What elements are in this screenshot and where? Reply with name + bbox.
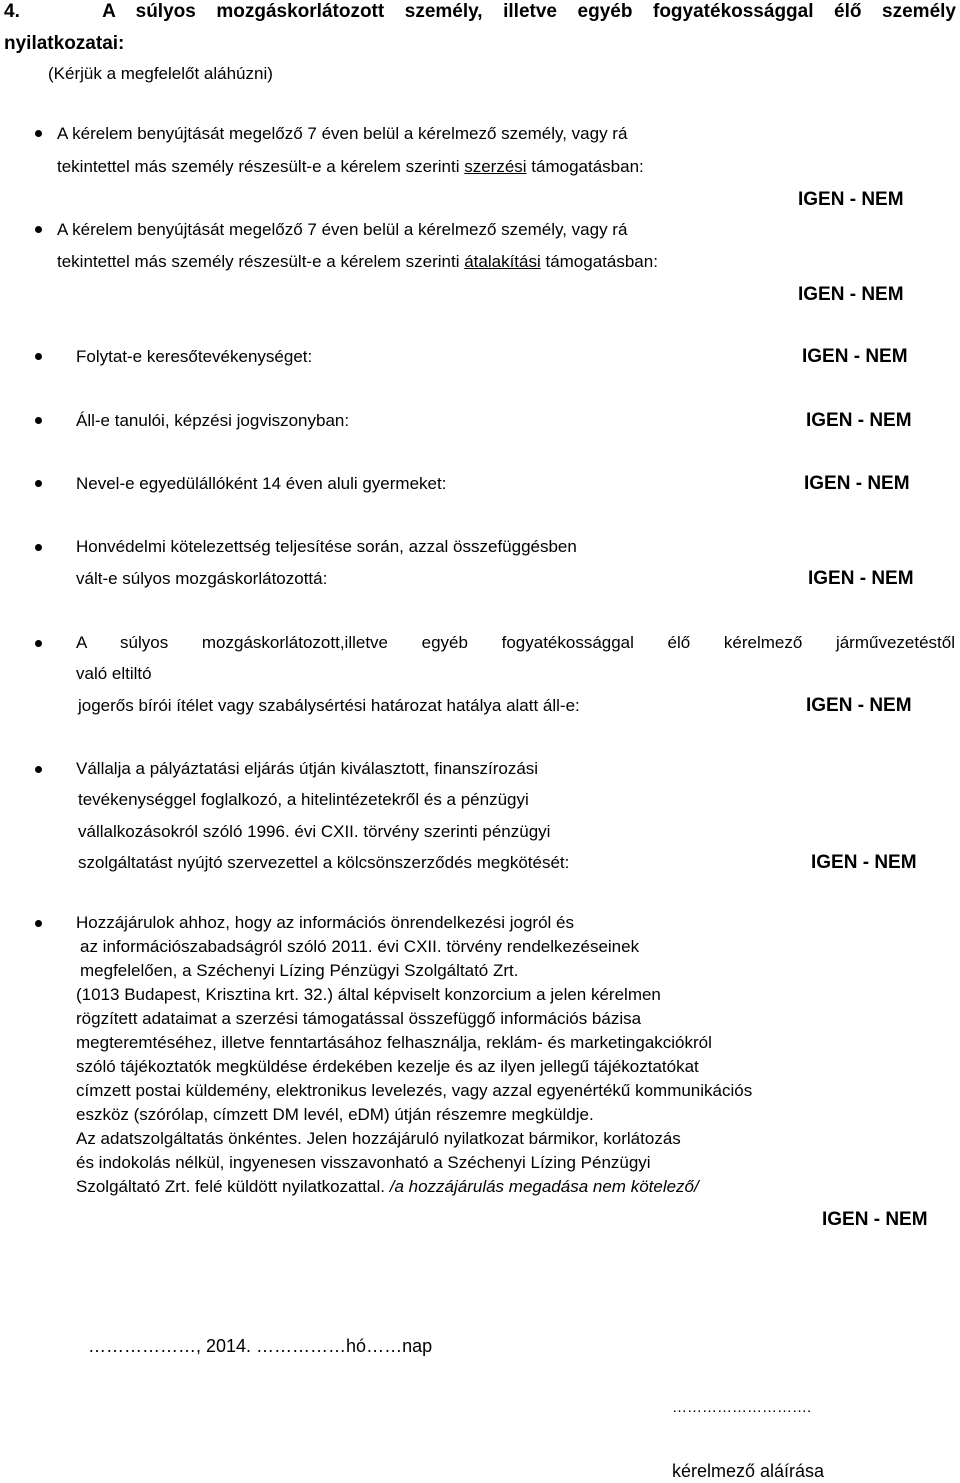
q9-line6: megteremtéséhez, illetve fenntartásához felhasználja, reklám- és marketingakciókról	[76, 1033, 712, 1052]
q2-line2: tekintettel más személy részesült-e a kérelem szerinti átalakítási támogatásban:	[57, 252, 658, 271]
q1-answer[interactable]: IGEN - NEM	[798, 189, 904, 210]
bullet-icon	[35, 640, 42, 647]
section-heading-line2: nyilatkozatai:	[4, 33, 125, 54]
section-number: 4.	[4, 1, 20, 22]
date-line[interactable]: ………………, 2014. ……………hó……nap	[88, 1336, 433, 1356]
q9-line9: eszköz (szórólap, címzett DM levél, eDM) útján részemre megküldje.	[76, 1105, 594, 1124]
q1-line2: tekintettel más személy részesült-e a kérelem szerinti szerzési támogatásban:	[57, 157, 644, 176]
bullet-icon	[35, 353, 42, 360]
q9-line3: megfelelően, a Széchenyi Lízing Pénzügyi Szolgáltató Zrt.	[80, 961, 519, 980]
q8-line4: szolgáltatást nyújtó szervezettel a kölcsönszerződés megkötését:	[78, 853, 570, 872]
q9-line10: Az adatszolgáltatás önkéntes. Jelen hozzájáruló nyilatkozat bármikor, korlátozás	[76, 1129, 681, 1148]
q1-underlined-term: szerzési	[464, 157, 527, 176]
q8-answer[interactable]: IGEN - NEM	[811, 852, 917, 873]
q2-underlined-term: átalakítási	[464, 252, 541, 271]
q2-line1: A kérelem benyújtását megelőző 7 éven belül a kérelmező személy, vagy rá	[57, 220, 628, 239]
q9-line5: rögzített adataimat a szerzési támogatással összefüggő információs bázisa	[76, 1009, 642, 1028]
q8-line3: vállalkozásokról szóló 1996. évi CXII. törvény szerinti pénzügyi	[78, 822, 551, 841]
q8-line1: Vállalja a pályáztatási eljárás útján kiválasztott, finanszírozási	[76, 759, 539, 778]
section-heading-line1: A súlyos mozgáskorlátozott személy, illetve egyéb fogyatékossággal élő személy	[102, 1, 956, 22]
q7-line2: való eltiltó	[76, 664, 152, 683]
q4-text: Áll-e tanulói, képzési jogviszonyban:	[76, 411, 350, 430]
q9-answer[interactable]: IGEN - NEM	[822, 1209, 928, 1230]
bullet-icon	[35, 226, 42, 233]
q7-line3: jogerős bírói ítélet vagy szabálysértési határozat hatálya alatt áll-e:	[78, 696, 580, 715]
q6-line2: vált-e súlyos mozgáskorlátozottá:	[76, 569, 328, 588]
q9-optional-note: /a hozzájárulás megadása nem kötelező/	[389, 1177, 699, 1196]
q9-line8: címzett postai küldemény, elektronikus levelezés, vagy azzal egyenértékű kommunikációs	[76, 1081, 753, 1100]
q9-line12: Szolgáltató Zrt. felé küldött nyilatkozattal. /a hozzájárulás megadása nem kötelező/	[76, 1177, 699, 1196]
q9-line1: Hozzájárulok ahhoz, hogy az információs önrendelkezési jogról és	[76, 913, 574, 932]
q9-line7: szóló tájékoztatók megküldése érdekében kezelje és az ilyen jellegű tájékoztatókat	[76, 1057, 699, 1076]
q6-line1: Honvédelmi kötelezettség teljesítése során, azzal összefüggésben	[76, 537, 577, 556]
q3-text: Folytat-e keresőtevékenységet:	[76, 347, 313, 366]
instruction-text: (Kérjük a megfelelőt aláhúzni)	[48, 64, 273, 83]
q5-answer[interactable]: IGEN - NEM	[804, 473, 910, 494]
section-heading	[4, 2, 956, 21]
q2-answer[interactable]: IGEN - NEM	[798, 284, 904, 305]
signature-dots[interactable]: ……………………….	[672, 1399, 812, 1416]
q6-answer[interactable]: IGEN - NEM	[808, 568, 914, 589]
bullet-icon	[35, 480, 42, 487]
q1-line1: A kérelem benyújtását megelőző 7 éven belül a kérelmező személy, vagy rá	[57, 124, 628, 143]
q9-line4: (1013 Budapest, Krisztina krt. 32.) által képviselt konzorcium a jelen kérelmen	[76, 985, 661, 1004]
bullet-icon	[35, 920, 42, 927]
bullet-icon	[35, 130, 42, 137]
bullet-icon	[35, 766, 42, 773]
q7-answer[interactable]: IGEN - NEM	[806, 695, 912, 716]
q9-line2: az információszabadságról szóló 2011. évi CXII. törvény rendelkezéseinek	[80, 937, 640, 956]
q7-line1: A súlyos mozgáskorlátozott,illetve egyéb fogyatékossággal élő kérelmező járművezetéstől	[76, 633, 955, 652]
bullet-icon	[35, 417, 42, 424]
q4-answer[interactable]: IGEN - NEM	[806, 410, 912, 431]
q3-answer[interactable]: IGEN - NEM	[802, 346, 908, 367]
q8-line2: tevékenységgel foglalkozó, a hitelintézetekről és a pénzügyi	[78, 790, 529, 809]
bullet-icon	[35, 544, 42, 551]
q9-line11: és indokolás nélkül, ingyenesen visszavonható a Széchenyi Lízing Pénzügyi	[76, 1153, 651, 1172]
signature-label: kérelmező aláírása	[672, 1461, 825, 1481]
q5-text: Nevel-e egyedülállóként 14 éven aluli gyermeket:	[76, 474, 447, 493]
